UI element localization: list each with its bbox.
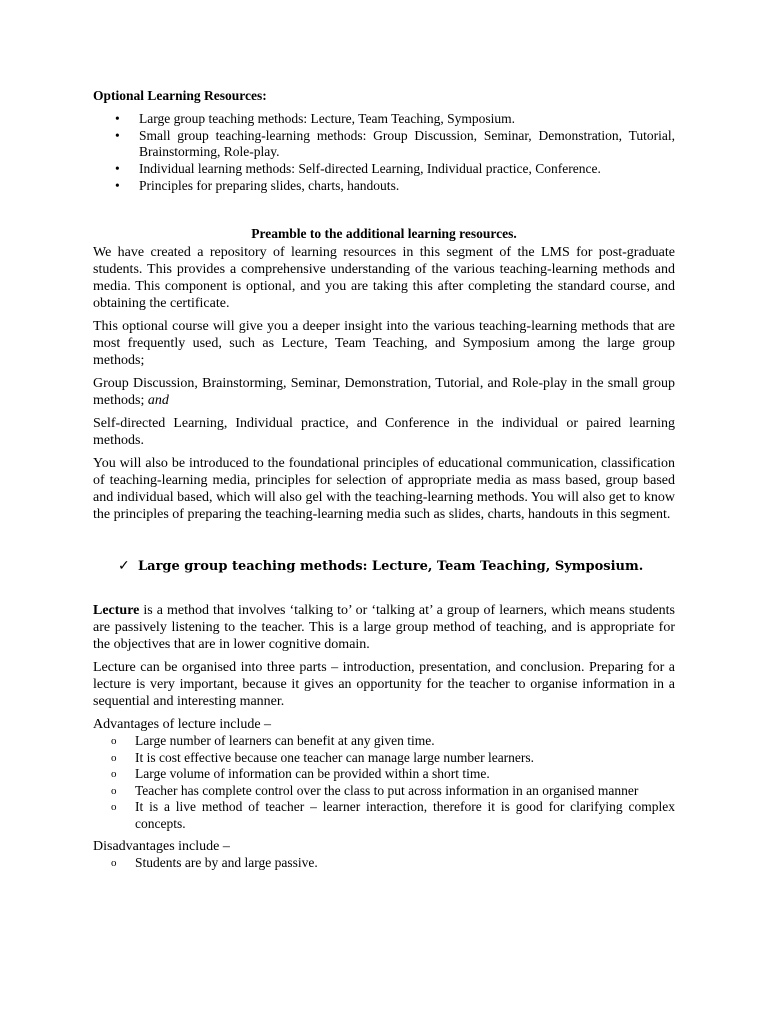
list-item: o Students are by and large passive. <box>111 855 318 870</box>
lecture-definition: Lecture is a method that involves ‘talking to’ or ‘talking at’ a group of learners, which means students are passively listening to the teacher. This is a large group method of teaching, and is appropriate for the objectives that are in lower cognitive domain. <box>93 603 675 652</box>
bullet-icon: • <box>115 178 120 193</box>
list-item: o Large volume of information can be provided within a short time. <box>111 766 490 781</box>
list-item: o It is a live method of teacher – learner interaction, therefore it is good for clarifying complex concepts. <box>111 799 675 831</box>
list-item: • Principles for preparing slides, charts, handouts. <box>115 178 400 193</box>
list-item: • Individual learning methods: Self-directed Learning, Individual practice, Conference. <box>115 161 601 176</box>
disadvantages-list <box>93 855 675 872</box>
document-page <box>93 87 675 872</box>
bullet-icon: • <box>115 111 120 126</box>
advantages-label: Advantages of lecture include – <box>93 717 272 732</box>
section-heading <box>93 558 675 575</box>
checkmark-icon: ✓ <box>118 559 130 574</box>
list-item: • Large group teaching methods: Lecture, Team Teaching, Symposium. <box>115 111 516 126</box>
list-item: o Large number of learners can benefit at any given time. <box>111 733 435 748</box>
circle-bullet-icon: o <box>111 857 117 869</box>
preamble-paragraph-5: You will also be introduced to the foundational principles of educational communication, classification of teaching-learning media, principles for selection of appropriate media as mass based, group based and individual based, which will also gel with the teaching-learning methods. You will also get to know the principles of preparing the teaching-learning media such as slides, charts, handouts in this segment. <box>93 456 675 522</box>
bullet-icon: • <box>115 161 120 176</box>
lecture-term: Lecture <box>93 603 140 618</box>
circle-bullet-icon: o <box>111 735 117 747</box>
list-item: o It is cost effective because one teacher can manage large number learners. <box>111 749 535 765</box>
section-title: Large group teaching methods: Lecture, Team Teaching, Symposium. <box>138 559 644 574</box>
circle-bullet-icon: o <box>111 751 117 764</box>
bullet-icon: • <box>115 128 120 143</box>
preamble-title: Preamble to the additional learning resources. <box>251 226 517 241</box>
preamble-paragraph-3: Group Discussion, Brainstorming, Seminar, Demonstration, Tutorial, and Role-play in the small group methods; and <box>93 376 675 408</box>
advantages-list <box>93 733 675 832</box>
list-item: • Small group teaching-learning methods: Group Discussion, Seminar, Demonstration, Tutorial, Brainstorming, Role-play. <box>115 128 675 159</box>
optional-resources-heading: Optional Learning Resources: <box>93 88 267 103</box>
lecture-paragraph-2: Lecture can be organised into three parts – introduction, presentation, and conclusion. Preparing for a lecture is very important, because it gives an opportunity for the teacher to organise information in a sequential and interesting manner. <box>93 660 675 709</box>
optional-resources-list <box>93 111 675 194</box>
circle-bullet-icon: o <box>111 801 117 813</box>
circle-bullet-icon: o <box>111 784 117 797</box>
disadvantages-label: Disadvantages include – <box>93 839 230 854</box>
preamble-paragraph-1: We have created a repository of learning resources in this segment of the LMS for post-graduate students. This provides a comprehensive understanding of the various teaching-learning methods and media. This component is optional, and you are taking this after completing the standard course, and obtaining the certificate. <box>93 245 675 311</box>
list-item: o Teacher has complete control over the class to put across information in an organised manner <box>111 782 639 798</box>
preamble-paragraph-2: This optional course will give you a deeper insight into the various teaching-learning methods that are most frequently used, such as Lecture, Team Teaching, and Symposium among the large group methods; <box>93 319 675 368</box>
circle-bullet-icon: o <box>111 768 117 780</box>
preamble-paragraph-4: Self-directed Learning, Individual practice, and Conference in the individual or paired learning methods. <box>93 416 675 448</box>
